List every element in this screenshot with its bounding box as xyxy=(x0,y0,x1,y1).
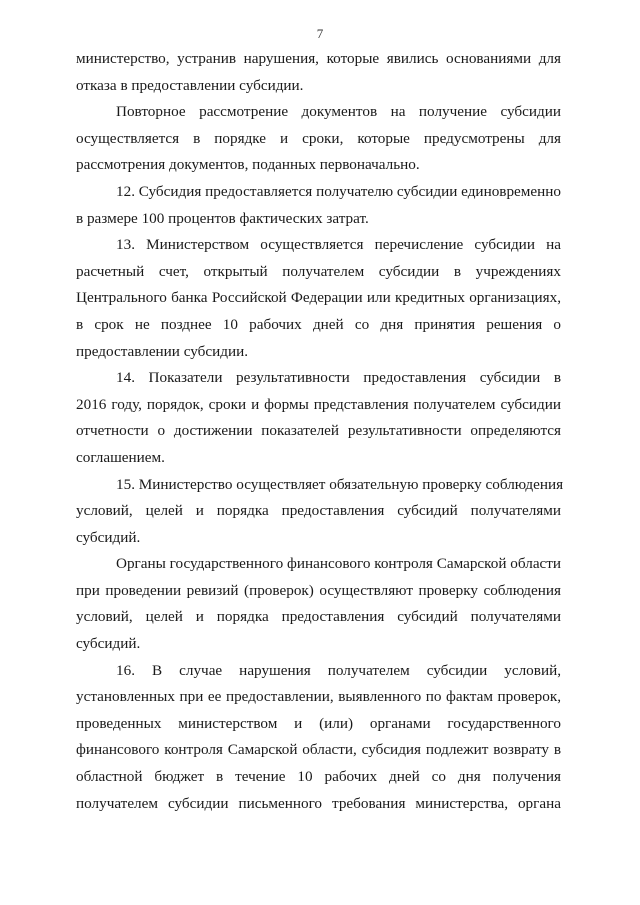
text-line: министерство, устранив нарушения, которые явились основаниями для xyxy=(76,50,561,67)
text-line: Повторное рассмотрение документов на получение субсидии xyxy=(116,103,561,121)
text-line: 13. Министерством осуществляется перечисление субсидии на xyxy=(116,236,561,254)
text-line: 12. Субсидия предоставляется получателю субсидии единовременно xyxy=(116,182,561,200)
paragraph xyxy=(76,46,561,99)
text-line: соглашением. xyxy=(76,448,165,466)
text-line: осуществляется в порядке и сроки, которые предусмотрены для xyxy=(76,129,561,147)
text-line: областной бюджет в течение 10 рабочих дней со дня получения xyxy=(76,768,561,786)
paragraph xyxy=(76,658,561,818)
paragraph xyxy=(76,99,561,179)
text-line: субсидий. xyxy=(76,635,141,653)
paragraph xyxy=(76,472,564,552)
text-line: в размере 100 процентов фактических затрат. xyxy=(76,209,369,227)
paragraph xyxy=(76,232,561,365)
text-line: 2016 году, порядок, сроки и формы представления получателем субсидии xyxy=(76,395,561,413)
text-line: получателем субсидии письменного требования министерства, органа xyxy=(76,794,561,812)
text-line: в срок не позднее 10 рабочих дней со дня принятия решения о xyxy=(76,315,561,333)
document-body xyxy=(76,46,564,817)
text-line: предоставлении субсидии. xyxy=(76,342,249,360)
text-line: условий, целей и порядка предоставления субсидий получателями xyxy=(76,608,561,626)
text-line: Центрального банка Российской Федерации или кредитных организациях, xyxy=(76,289,561,307)
page-number: 7 xyxy=(316,26,324,41)
text-line: рассмотрения документов, поданных первоначально. xyxy=(76,156,420,174)
text-line: 15. Министерство осуществляет обязательную проверку соблюдения xyxy=(116,475,564,493)
text-line: Органы государственного финансового контроля Самарской области xyxy=(116,555,562,573)
text-line: 14. Показатели результативности предоставления субсидии в xyxy=(116,369,561,387)
text-line: отказа в предоставлении субсидии. xyxy=(76,76,304,94)
text-line: субсидий. xyxy=(76,528,141,546)
paragraph xyxy=(76,551,561,657)
paragraph xyxy=(76,365,561,471)
text-line: установленных при ее предоставлении, выявленного по фактам проверок, xyxy=(76,688,561,706)
text-line: 16. В случае нарушения получателем субсидии условий, xyxy=(116,661,561,679)
text-line: отчетности о достижении показателей результативности определяются xyxy=(76,422,561,440)
text-line: при проведении ревизий (проверок) осуществляют проверку соблюдения xyxy=(76,581,561,599)
paragraph xyxy=(76,179,561,232)
text-line: условий, целей и порядка предоставления субсидий получателями xyxy=(76,502,561,520)
text-line: расчетный счет, открытый получателем субсидии в учреждениях xyxy=(76,262,561,280)
text-line: финансового контроля Самарской области, субсидия подлежит возврату в xyxy=(76,741,561,759)
text-line: проведенных министерством и (или) органами государственного xyxy=(76,714,561,732)
